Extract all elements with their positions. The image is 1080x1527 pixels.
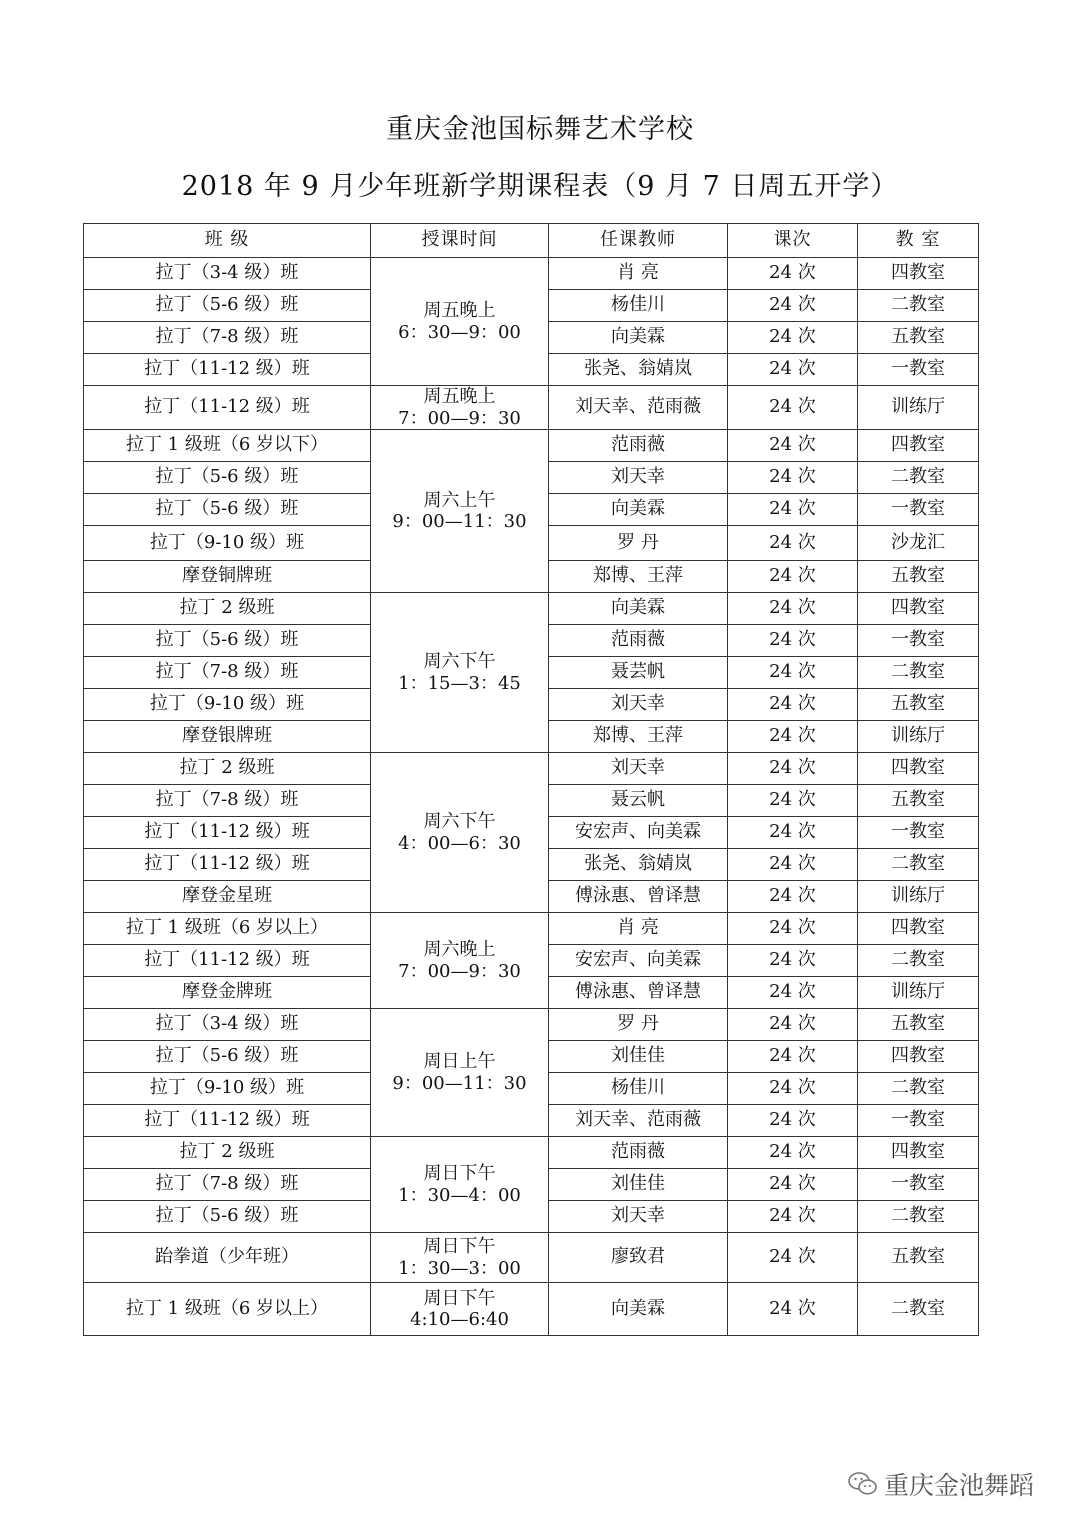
watermark bbox=[848, 1466, 1058, 1502]
count-cell: 24 次 bbox=[728, 785, 858, 817]
count-cell: 24 次 bbox=[728, 657, 858, 689]
teacher-cell: 傅泳惠、曾译慧 bbox=[549, 881, 728, 913]
count-cell: 24 次 bbox=[728, 849, 858, 881]
teacher-cell: 杨佳川 bbox=[549, 1073, 728, 1105]
count-cell: 24 次 bbox=[728, 526, 858, 561]
time-cell bbox=[371, 593, 549, 753]
time-range: 7：00—9：30 bbox=[398, 407, 521, 429]
time-cell bbox=[371, 386, 549, 430]
class-cell: 拉丁（11-12 级）班 bbox=[84, 1105, 371, 1137]
class-cell: 拉丁（11-12 级）班 bbox=[84, 849, 371, 881]
teacher-cell: 向美霖 bbox=[549, 1283, 728, 1336]
room-cell: 二教室 bbox=[858, 849, 979, 881]
time-cell bbox=[371, 430, 549, 593]
count-cell: 24 次 bbox=[728, 945, 858, 977]
count-cell: 24 次 bbox=[728, 561, 858, 593]
class-cell: 拉丁（7-8 级）班 bbox=[84, 785, 371, 817]
room-cell: 五教室 bbox=[858, 322, 979, 354]
count-cell: 24 次 bbox=[728, 977, 858, 1009]
room-cell: 一教室 bbox=[858, 494, 979, 526]
room-cell: 训练厅 bbox=[858, 881, 979, 913]
count-cell: 24 次 bbox=[728, 258, 858, 290]
time-cell bbox=[371, 913, 549, 1009]
count-cell: 24 次 bbox=[728, 1283, 858, 1336]
teacher-cell: 刘天幸、范雨薇 bbox=[549, 386, 728, 430]
count-cell: 24 次 bbox=[728, 494, 858, 526]
time-day: 周五晚上 bbox=[423, 386, 496, 407]
room-cell: 四教室 bbox=[858, 1041, 979, 1073]
time-range: 7：00—9：30 bbox=[398, 960, 521, 982]
class-cell: 拉丁（3-4 级）班 bbox=[84, 1009, 371, 1041]
class-cell: 拉丁（5-6 级）班 bbox=[84, 462, 371, 494]
time-day: 周六上午 bbox=[423, 489, 496, 511]
teacher-cell: 向美霖 bbox=[549, 494, 728, 526]
teacher-cell: 傅泳惠、曾译慧 bbox=[549, 977, 728, 1009]
time-range: 1：30—4：00 bbox=[398, 1184, 521, 1206]
wechat-icon bbox=[848, 1471, 878, 1497]
class-cell: 拉丁（5-6 级）班 bbox=[84, 290, 371, 322]
teacher-cell: 安宏声、向美霖 bbox=[549, 945, 728, 977]
class-cell: 拉丁（7-8 级）班 bbox=[84, 1169, 371, 1201]
room-cell: 二教室 bbox=[858, 1201, 979, 1233]
time-cell bbox=[371, 1137, 549, 1233]
count-cell: 24 次 bbox=[728, 322, 858, 354]
time-day: 周日下午 bbox=[423, 1287, 496, 1309]
time-range: 1：15—3：45 bbox=[398, 672, 521, 694]
count-cell: 24 次 bbox=[728, 354, 858, 386]
table-row bbox=[84, 593, 979, 625]
count-cell: 24 次 bbox=[728, 913, 858, 945]
table-row bbox=[84, 1009, 979, 1041]
time-day: 周日下午 bbox=[423, 1163, 496, 1185]
count-cell: 24 次 bbox=[728, 1105, 858, 1137]
time-cell bbox=[371, 1009, 549, 1137]
class-cell: 拉丁（11-12 级）班 bbox=[84, 386, 371, 430]
teacher-cell: 刘天幸、范雨薇 bbox=[549, 1105, 728, 1137]
table-row bbox=[84, 258, 979, 290]
count-cell: 24 次 bbox=[728, 462, 858, 494]
teacher-cell: 罗 丹 bbox=[549, 1009, 728, 1041]
count-cell: 24 次 bbox=[728, 593, 858, 625]
room-cell: 一教室 bbox=[858, 625, 979, 657]
teacher-cell: 范雨薇 bbox=[549, 625, 728, 657]
watermark-text: 重庆金池舞蹈 bbox=[884, 1471, 1035, 1500]
table-row bbox=[84, 430, 979, 462]
time-day: 周六下午 bbox=[423, 811, 496, 833]
room-cell: 五教室 bbox=[858, 1233, 979, 1283]
room-cell: 五教室 bbox=[858, 561, 979, 593]
teacher-cell: 刘天幸 bbox=[549, 462, 728, 494]
class-cell: 拉丁 1 级班（6 岁以上） bbox=[84, 913, 371, 945]
table-row bbox=[84, 386, 979, 430]
time-cell bbox=[371, 1283, 549, 1336]
page-subtitle: 2018 年 9 月少年班新学期课程表（9 月 7 日周五开学） bbox=[181, 171, 899, 202]
time-cell bbox=[371, 258, 549, 386]
class-cell: 拉丁 2 级班 bbox=[84, 753, 371, 785]
table-row bbox=[84, 1137, 979, 1169]
teacher-cell: 聂云帆 bbox=[549, 785, 728, 817]
class-cell: 拉丁（9-10 级）班 bbox=[84, 1073, 371, 1105]
header-time: 授课时间 bbox=[371, 224, 549, 258]
schedule-table bbox=[83, 223, 979, 1336]
teacher-cell: 肖 亮 bbox=[549, 913, 728, 945]
count-cell: 24 次 bbox=[728, 1137, 858, 1169]
class-cell: 摩登铜牌班 bbox=[84, 561, 371, 593]
teacher-cell: 刘佳佳 bbox=[549, 1169, 728, 1201]
class-cell: 拉丁（5-6 级）班 bbox=[84, 494, 371, 526]
class-cell: 拉丁（7-8 级）班 bbox=[84, 322, 371, 354]
time-range: 9：00—11：30 bbox=[392, 1072, 527, 1094]
time-day: 周五晚上 bbox=[423, 299, 496, 321]
room-cell: 一教室 bbox=[858, 817, 979, 849]
header-room: 教 室 bbox=[858, 224, 979, 258]
time-day: 周日上午 bbox=[423, 1051, 496, 1073]
room-cell: 四教室 bbox=[858, 753, 979, 785]
class-cell: 拉丁（5-6 级）班 bbox=[84, 1041, 371, 1073]
time-range: 1：30—3：00 bbox=[398, 1257, 521, 1279]
room-cell: 二教室 bbox=[858, 1283, 979, 1336]
class-cell: 跆拳道（少年班） bbox=[84, 1233, 371, 1283]
teacher-cell: 郑博、王萍 bbox=[549, 721, 728, 753]
room-cell: 二教室 bbox=[858, 945, 979, 977]
class-cell: 拉丁（11-12 级）班 bbox=[84, 354, 371, 386]
teacher-cell: 郑博、王萍 bbox=[549, 561, 728, 593]
class-cell: 摩登银牌班 bbox=[84, 721, 371, 753]
room-cell: 四教室 bbox=[858, 430, 979, 462]
teacher-cell: 张尧、翁婧岚 bbox=[549, 849, 728, 881]
teacher-cell: 罗 丹 bbox=[549, 526, 728, 561]
count-cell: 24 次 bbox=[728, 625, 858, 657]
teacher-cell: 向美霖 bbox=[549, 322, 728, 354]
class-cell: 拉丁 1 级班（6 岁以下） bbox=[84, 430, 371, 462]
class-cell: 拉丁 2 级班 bbox=[84, 1137, 371, 1169]
teacher-cell: 向美霖 bbox=[549, 593, 728, 625]
count-cell: 24 次 bbox=[728, 290, 858, 322]
class-cell: 拉丁（9-10 级）班 bbox=[84, 526, 371, 561]
room-cell: 一教室 bbox=[858, 1169, 979, 1201]
table-row bbox=[84, 1233, 979, 1283]
class-cell: 摩登金牌班 bbox=[84, 977, 371, 1009]
count-cell: 24 次 bbox=[728, 1201, 858, 1233]
room-cell: 四教室 bbox=[858, 258, 979, 290]
count-cell: 24 次 bbox=[728, 753, 858, 785]
room-cell: 五教室 bbox=[858, 689, 979, 721]
teacher-cell: 刘佳佳 bbox=[549, 1041, 728, 1073]
room-cell: 训练厅 bbox=[858, 721, 979, 753]
teacher-cell: 范雨薇 bbox=[549, 1137, 728, 1169]
teacher-cell: 安宏声、向美霖 bbox=[549, 817, 728, 849]
room-cell: 一教室 bbox=[858, 354, 979, 386]
room-cell: 五教室 bbox=[858, 1009, 979, 1041]
time-day: 周六下午 bbox=[423, 651, 496, 673]
room-cell: 四教室 bbox=[858, 1137, 979, 1169]
count-cell: 24 次 bbox=[728, 430, 858, 462]
time-day: 周六晚上 bbox=[423, 939, 496, 961]
table-row bbox=[84, 753, 979, 785]
time-day: 周日下午 bbox=[423, 1236, 496, 1258]
teacher-cell: 杨佳川 bbox=[549, 290, 728, 322]
class-cell: 拉丁（5-6 级）班 bbox=[84, 625, 371, 657]
class-cell: 拉丁（7-8 级）班 bbox=[84, 657, 371, 689]
room-cell: 二教室 bbox=[858, 290, 979, 322]
room-cell: 二教室 bbox=[858, 462, 979, 494]
page-title: 重庆金池国标舞艺术学校 bbox=[386, 114, 694, 145]
room-cell: 四教室 bbox=[858, 593, 979, 625]
count-cell: 24 次 bbox=[728, 1009, 858, 1041]
class-cell: 摩登金星班 bbox=[84, 881, 371, 913]
count-cell: 24 次 bbox=[728, 721, 858, 753]
table-header-row bbox=[84, 224, 979, 258]
time-range: 6：30—9：00 bbox=[398, 321, 521, 343]
count-cell: 24 次 bbox=[728, 1041, 858, 1073]
header-class: 班 级 bbox=[84, 224, 371, 258]
room-cell: 二教室 bbox=[858, 657, 979, 689]
count-cell: 24 次 bbox=[728, 1169, 858, 1201]
teacher-cell: 刘天幸 bbox=[549, 689, 728, 721]
teacher-cell: 张尧、翁婧岚 bbox=[549, 354, 728, 386]
count-cell: 24 次 bbox=[728, 881, 858, 913]
class-cell: 拉丁 2 级班 bbox=[84, 593, 371, 625]
teacher-cell: 肖 亮 bbox=[549, 258, 728, 290]
count-cell: 24 次 bbox=[728, 689, 858, 721]
count-cell: 24 次 bbox=[728, 817, 858, 849]
room-cell: 沙龙汇 bbox=[858, 526, 979, 561]
room-cell: 二教室 bbox=[858, 1073, 979, 1105]
room-cell: 一教室 bbox=[858, 1105, 979, 1137]
room-cell: 训练厅 bbox=[858, 386, 979, 430]
room-cell: 五教室 bbox=[858, 785, 979, 817]
class-cell: 拉丁（11-12 级）班 bbox=[84, 945, 371, 977]
table-row bbox=[84, 1283, 979, 1336]
teacher-cell: 刘天幸 bbox=[549, 753, 728, 785]
class-cell: 拉丁（11-12 级）班 bbox=[84, 817, 371, 849]
header-count: 课次 bbox=[728, 224, 858, 258]
room-cell: 四教室 bbox=[858, 913, 979, 945]
teacher-cell: 刘天幸 bbox=[549, 1201, 728, 1233]
teacher-cell: 廖致君 bbox=[549, 1233, 728, 1283]
count-cell: 24 次 bbox=[728, 1073, 858, 1105]
time-range: 9：00—11：30 bbox=[392, 511, 527, 533]
time-range: 4：00—6：30 bbox=[398, 832, 521, 854]
time-cell bbox=[371, 1233, 549, 1283]
class-cell: 拉丁（3-4 级）班 bbox=[84, 258, 371, 290]
table-row bbox=[84, 913, 979, 945]
teacher-cell: 聂芸帆 bbox=[549, 657, 728, 689]
class-cell: 拉丁（9-10 级）班 bbox=[84, 689, 371, 721]
time-range: 4:10—6:40 bbox=[410, 1309, 509, 1331]
class-cell: 拉丁（5-6 级）班 bbox=[84, 1201, 371, 1233]
teacher-cell: 范雨薇 bbox=[549, 430, 728, 462]
class-cell: 拉丁 1 级班（6 岁以上） bbox=[84, 1283, 371, 1336]
header-teacher: 任课教师 bbox=[549, 224, 728, 258]
count-cell: 24 次 bbox=[728, 386, 858, 430]
time-cell bbox=[371, 753, 549, 913]
count-cell: 24 次 bbox=[728, 1233, 858, 1283]
table-body bbox=[84, 258, 979, 1336]
room-cell: 训练厅 bbox=[858, 977, 979, 1009]
